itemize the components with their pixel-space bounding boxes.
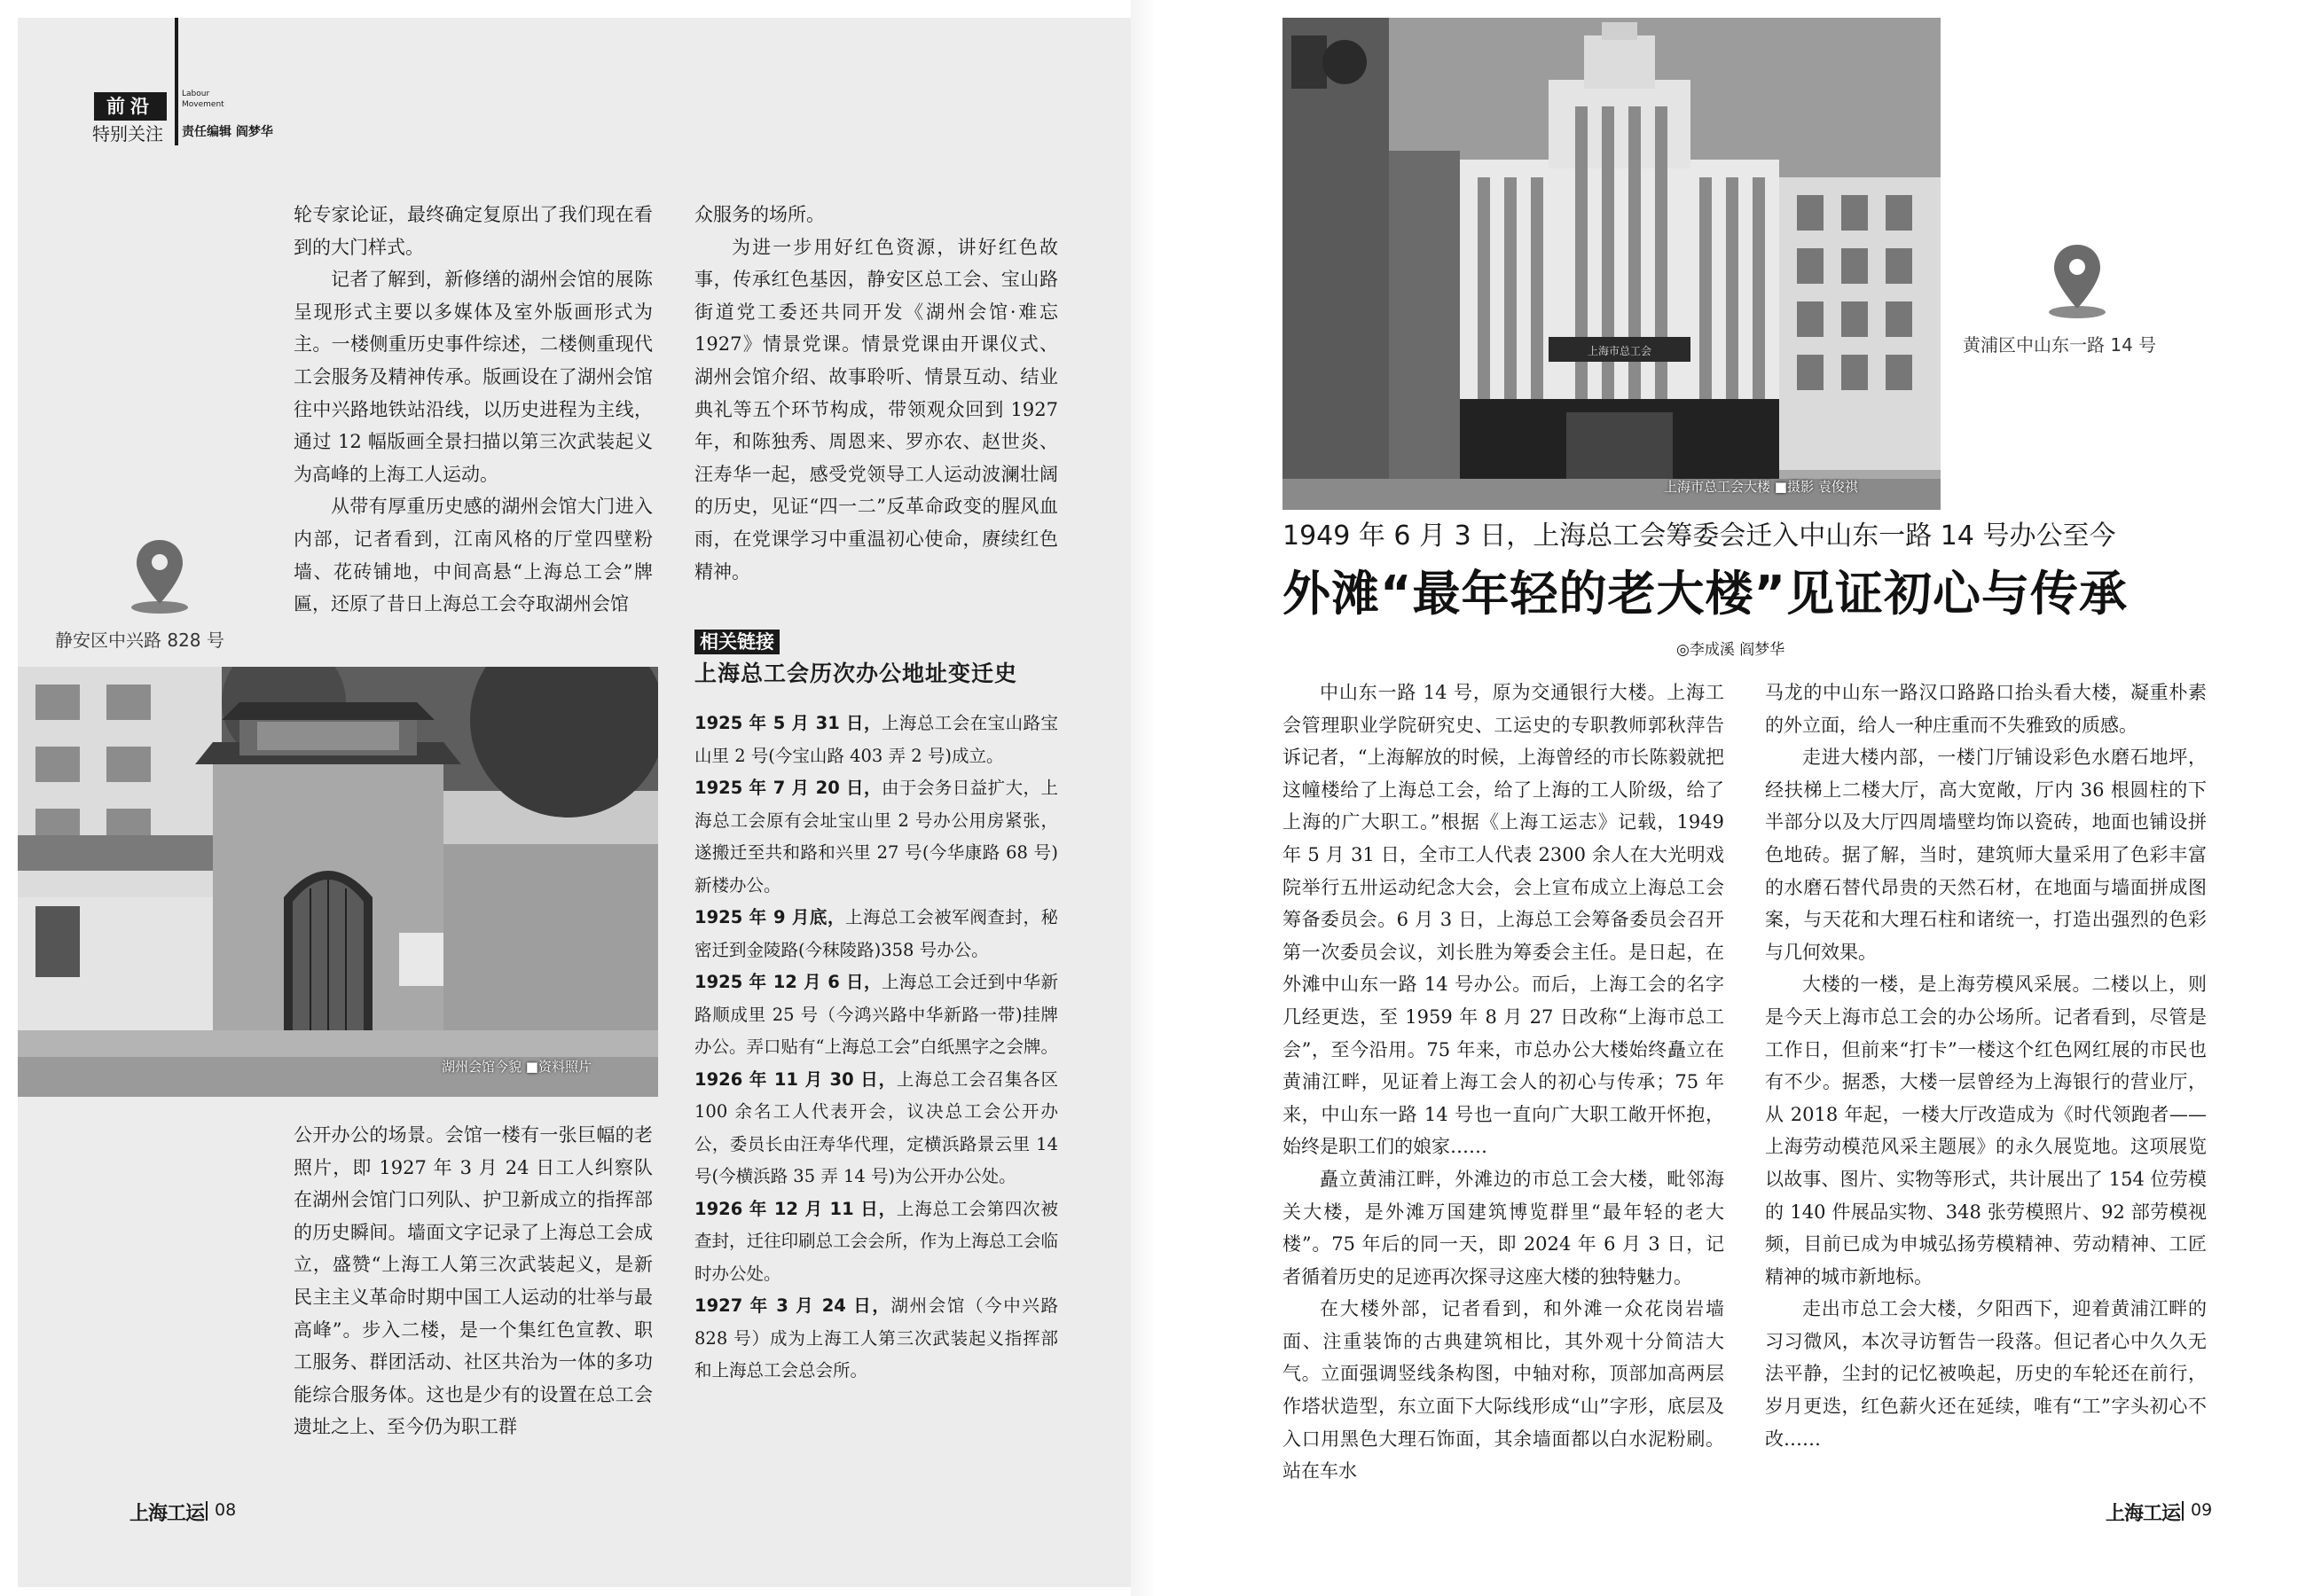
page-number: 08 xyxy=(215,1500,237,1520)
paragraph: 轮专家论证，最终确定复原出了我们现在看到的大门样式。 xyxy=(294,204,653,258)
section-english: Labour Movement xyxy=(182,90,224,109)
magazine-logo: 上海工运 xyxy=(2106,1503,2181,1525)
editor-credit: 责任编辑 阎梦华 xyxy=(182,125,273,139)
right-column-2 xyxy=(1765,677,2207,1455)
entry-date: 1926 年 12 月 11 日， xyxy=(694,1198,897,1219)
entry-date: 1926 年 11 月 30 日， xyxy=(694,1068,897,1090)
location-pin-icon xyxy=(2042,241,2113,321)
paragraph: 公开办公的场景。会馆一楼有一张巨幅的老照片，即 1927 年 3 月 24 日工人纠察队在湖州会馆门口列队、护卫新成立的指挥部的历史瞬间。墙面文字记录了上海总工会成立，盛赞“上海工人第三次武装起义，是新民主主义革命时期中国工人运动的壮举与最高峰”。步入二楼，是一个集红色宣教、职工服务、群团活动、社区共治为一体的多功能综合服务体。这也是少有的设置在总工会遗址之上、至今仍为职工群 xyxy=(294,1124,653,1438)
footer-divider xyxy=(2182,1501,2184,1521)
section-badge: 前沿 xyxy=(94,92,167,121)
sidebar-title: 上海总工会历次办公地址变迁史 xyxy=(694,661,1018,686)
photo-caption: 湖州会馆今貌 ■资料照片 xyxy=(442,1059,592,1075)
guild-hall-illustration xyxy=(18,667,658,1097)
timeline-entry xyxy=(694,1064,1058,1193)
entry-text: 上海总工会第四次被查封，迁往印刷总工会会所，作为上海总工会临时办公处。 xyxy=(694,1198,1058,1284)
paragraph: 矗立黄浦江畔，外滩边的市总工会大楼，毗邻海关大楼，是外滩万国建筑博览群里“最年轻的老大楼”。75 年后的同一天，即 2024 年 6 月 3 日，记者循着历史的足迹再次探寻这座大楼的独特魅力。 xyxy=(1282,1168,1724,1287)
left-column-1 xyxy=(294,199,653,621)
entry-date: 1925 年 5 月 31 日， xyxy=(694,713,882,733)
paragraph: 众服务的场所。 xyxy=(694,204,825,225)
entry-text: 上海总工会迁到中华新路顺成里 25 号（今鸿兴路中华新路一带)挂牌办公。弄口贴有“上海总工会”白纸黑字之会牌。 xyxy=(694,972,1058,1057)
photo-union-building xyxy=(1282,18,1941,510)
entry-date: 1925 年 9 月底， xyxy=(694,907,846,927)
timeline-entry xyxy=(694,966,1058,1064)
entry-text: 由于会务日益扩大，上海总工会原有会址宝山里 2 号办公用房紧张，遂搬迁至共和路和兴里 27 号(今华康路 68 号)新楼办公。 xyxy=(694,778,1058,896)
article-headline: 外滩“最年轻的老大楼”见证初心与传承 xyxy=(1282,566,2128,622)
page-number: 09 xyxy=(2191,1500,2213,1520)
building-illustration xyxy=(1282,18,1941,510)
timeline-entry xyxy=(694,772,1058,902)
left-column-1-bottom xyxy=(294,1119,653,1443)
photo-huzhou-guild-hall xyxy=(18,667,658,1097)
section-subtitle: 特别关注 xyxy=(92,123,163,145)
paragraph: 从带有厚重历史感的湖州会馆大门进入内部，记者看到，江南风格的厅堂四壁粉墙、花砖铺地，中间高悬“上海总工会”牌匾，还原了昔日上海总工会夺取湖州会馆 xyxy=(294,496,653,615)
entry-date: 1927 年 3 月 24 日， xyxy=(694,1295,891,1316)
gutter-shadow xyxy=(1131,0,1153,1596)
photo-caption: 上海市总工会大楼 ■摄影 袁俊祺 xyxy=(1664,479,1858,495)
footer-divider xyxy=(206,1501,208,1521)
left-column-2 xyxy=(694,199,1058,588)
paragraph: 走出市总工会大楼，夕阳西下，迎着黄浦江畔的习习微风，本次寻访暂告一段落。但记者心中久久无法平静，尘封的记忆被唤起，历史的车轮还在前行，岁月更迭，红色薪火还在延续，唯有“工”字头初心不改…… xyxy=(1765,1298,2207,1450)
paragraph: 走进大楼内部，一楼门厅铺设彩色水磨石地坪，经扶梯上二楼大厅，高大宽敞，厅内 36 根圆柱的下半部分以及大厅四周墙壁均饰以瓷砖，地面也铺设拼色地砖。据了解，当时，建筑师大量采用了色彩丰富的水磨石替代昂贵的天然石材，在地面与墙面拼成图案，与天花和大理石柱和诸统一，打造出强烈的色彩与几何效果。 xyxy=(1765,747,2207,963)
paragraph: 为进一步用好红色资源，讲好红色故事，传承红色基因，静安区总工会、宝山路街道党工委还共同开发《湖州会馆·难忘1927》情景党课。情景党课由开课仪式、湖州会馆介绍、故事聆听、情景互动、结业典礼等五个环节构成，带领观众回到 1927年，和陈独秀、周恩来、罗亦农、赵世炎、汪寿华一起，感受党领导工人运动波澜壮阔的历史，见证“四一二”反革命政变的腥风血雨，在党课学习中重温初心使命，赓续红色精神。 xyxy=(694,236,1058,583)
sidebar-label: 相关链接 xyxy=(694,630,780,654)
byline: ◎李成溪 阎梦华 xyxy=(1676,641,1785,659)
right-page xyxy=(1153,0,2306,1596)
entry-date: 1925 年 12 月 6 日， xyxy=(694,972,882,992)
paragraph: 记者了解到，新修缮的湖州会馆的展陈呈现形式主要以多媒体及室外版画形式为主。一楼侧重历史事件综述，二楼侧重现代工会服务及精神传承。版画设在了湖州会馆往中兴路地铁站沿线，以历史进程为主线，通过 12 幅版画全景扫描以第三次武装起义为高峰的上海工人运动。 xyxy=(294,269,653,485)
paragraph: 马龙的中山东一路汉口路路口抬头看大楼，凝重朴素的外立面，给人一种庄重而不失雅致的质感。 xyxy=(1765,682,2207,736)
entry-text: 上海总工会被军阀查封，秘密迁到金陵路(今秣陵路)358 号办公。 xyxy=(694,907,1058,960)
header-rule xyxy=(175,18,178,145)
timeline-entry xyxy=(694,902,1058,966)
timeline-entry xyxy=(694,1290,1058,1388)
entry-text: 上海总工会在宝山路宝山里 2 号(今宝山路 403 弄 2 号)成立。 xyxy=(694,713,1058,766)
entry-date: 1925 年 7 月 20 日， xyxy=(694,778,882,798)
location-label: 静安区中兴路 828 号 xyxy=(55,630,224,651)
article-subhead: 1949 年 6 月 3 日，上海总工会筹委会迁入中山东一路 14 号办公至今 xyxy=(1282,520,2116,552)
magazine-logo: 上海工运 xyxy=(129,1503,205,1525)
sidebar-timeline xyxy=(694,708,1058,1388)
paragraph: 中山东一路 14 号，原为交通银行大楼。上海工会管理职业学院研究史、工运史的专职教师郭秋萍告诉记者，“上海解放的时候，上海曾经的市长陈毅就把这幢楼给了上海总工会，给了上海的工人阶级，给了上海的广大职工。”根据《上海工运志》记载，1949 年 5 月 31 日，全市工人代表 2300 余人在大光明戏院举行五卅运动纪念大会，会上宣布成立上海总工会筹备委员会。6 月 3 日，上海总工会筹备委员会召开第一次委员会议，刘长胜为筹委会主任。是日起，在外滩中山东一路 14 号办公。而后，上海工会的名字几经更迭，至 1959 年 8 月 27 日改称“上海市总工会”，至今沿用。75 年来，市总办公大楼始终矗立在黄浦江畔，见证着上海工会人的初心与传承；75 年来，中山东一路 14 号也一直向广大职工敞开怀抱，始终是职工们的娘家…… xyxy=(1282,682,1724,1158)
timeline-entry xyxy=(694,1193,1058,1291)
location-pin-icon xyxy=(124,536,195,616)
building-sign: 上海市总工会 xyxy=(1587,345,1652,357)
entry-text: 湖州会馆（今中兴路 828 号）成为上海工人第三次武装起义指挥部和上海总工会总会所。 xyxy=(694,1295,1058,1381)
entry-text: 上海总工会召集各区 100 余名工人代表开会，议决总工会公开办公，委员长由汪寿华代理，定横浜路景云里 14 号(今横浜路 35 弄 14 号)为公开办公处。 xyxy=(694,1068,1058,1186)
paragraph: 大楼的一楼，是上海劳模风采展。二楼以上，则是今天上海市总工会的办公场所。记者看到，尽管是工作日，但前来“打卡”一楼这个红色网红展的市民也有不少。据悉，大楼一层曾经为上海银行的营业厅，从 2018 年起，一楼大厅改造成为《时代领跑者——上海劳动模范风采主题展》的永久展览地。这项展览以故事、图片、实物等形式，共计展出了 154 位劳模的 140 件展品实物、348 张劳模照片、92 部劳模视频，目前已成为申城弘扬劳模精神、劳动精神、工匠精神的城市新地标。 xyxy=(1765,974,2207,1287)
timeline-entry xyxy=(694,708,1058,772)
location-label: 黄浦区中山东一路 14 号 xyxy=(1963,334,2157,356)
paragraph: 在大楼外部，记者看到，和外滩一众花岗岩墙面、注重装饰的古典建筑相比，其外观十分简洁大气。立面强调竖线条构图，中轴对称，顶部加高两层作塔状造型，东立面下大际线形成“山”字形，底层及入口用黑色大理石饰面，其余墙面都以白水泥粉刷。站在车水 xyxy=(1282,1298,1724,1483)
right-column-1 xyxy=(1282,677,1724,1488)
